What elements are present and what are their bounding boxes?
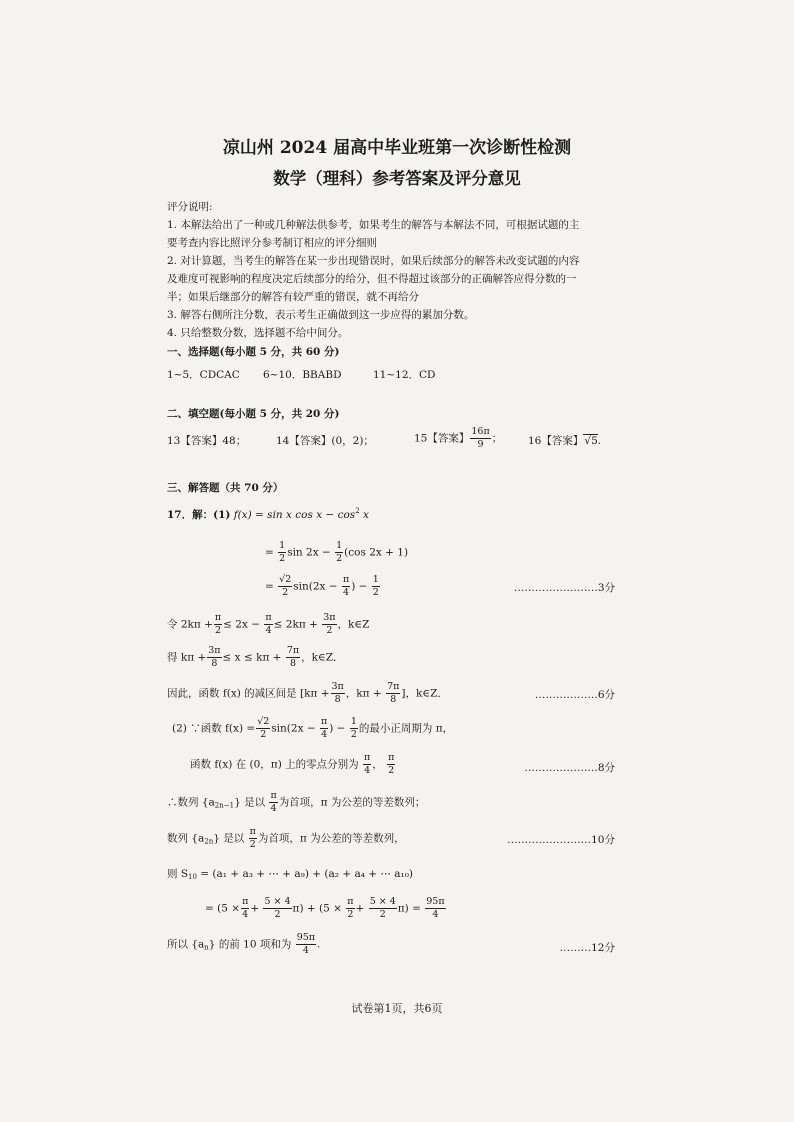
answer-13: 13【答案】48； [167, 435, 247, 447]
score-8: …………………8分 [524, 762, 615, 774]
note-2b: 及难度可视影响的程度决定后续部分的给分，但不得超过该部分的正确解答应得分数的一 [167, 273, 577, 285]
note-4: 4. 只给整数分数，选择题不给中间分。 [167, 327, 349, 339]
p17-line-fx: 17．解：(1) f(x) = sin x $\cos x - \cos^2 x$ [167, 507, 369, 521]
p17-final-answer: 所以 $\{a_n\}$ 的前 10 项和为 $\frac{95\pi}{4}$ . [167, 932, 321, 956]
p17-seq-odd: ∴数列 $\{a_{2n-1}\}$ 是以 $\frac{\pi}{4}$ 为首项，π 为公差的等差数列； [167, 790, 426, 814]
answer-16: 16【答案】√5. [528, 435, 602, 447]
p17-inequality: 令 2kπ + $\frac{\pi}{2}$ ≤ 2x − $\frac{\pi}{4}$ ≤ 2kπ + $\frac{3\pi}{2}$ ，k∈Z [167, 612, 370, 636]
note-1a: 1. 本解法给出了一种或几种解法供参考，如果考生的解答与本解法不同，可根据试题的主 [167, 219, 580, 231]
p17-seq-even: 数列 $\{a_{2n}\}$ 是以 $\frac{\pi}{2}$ 为首项，π 为公差的等差数列， [167, 826, 405, 850]
doc-subtitle: 数学（理科）参考答案及评分意见 [273, 169, 521, 188]
note-1b: 要考查内容比照评分参考制订相应的评分细则 [167, 237, 377, 249]
note-2c: 半；如果后继部分的解答有较严重的错误，就不再给分 [167, 291, 419, 303]
p17-step-1: = $\frac{1}{2}$ sin 2x − $\frac{1}{2}$ (cos 2x + 1) [265, 540, 409, 564]
sec3-heading: 三、解答题（共 70 分） [167, 482, 284, 494]
p17-part2-period: (2) ∵函数 f(x) = $\frac{√2}{2}$ sin(2x − $\frac{\pi}{4}$ ) − $\frac{1}{2}$ 的最小正周期为 π， [172, 716, 454, 740]
score-6: ………………6分 [534, 689, 615, 701]
p17-sum-calc: = (5 × $\frac{\pi}{4}$ + $\frac{5 \times 4}{2}$ π) + (5 × $\frac{\pi}{2}$ + $\frac{5 \times 4}{2}$ π) = $\frac{95\pi}{4}$ [205, 896, 445, 920]
sec1-heading: 一、选择题(每小题 5 分，共 60 分) [167, 346, 340, 358]
note-2a: 2. 对计算题，当考生的解答在某一步出现错误时，如果后续部分的解答未改变试题的内容 [167, 255, 580, 267]
score-10: ……………………10分 [507, 834, 615, 846]
sec1-answers-1-5: 1~5．CDCAC [167, 369, 240, 381]
p17-step-2: = $\frac{√2}{2}$ sin(2x − $\frac{\pi}{4}$ ) − $\frac{1}{2}$ [265, 574, 379, 598]
note-3: 3. 解答右侧所注分数，表示考生正确做到这一步应得的累加分数。 [167, 309, 475, 321]
sec2-heading: 二、填空题(每小题 5 分，共 20 分) [167, 408, 340, 420]
score-12: ………12分 [559, 942, 615, 954]
p17-sum-split: 则 $S_{10} = (a_1 + a_3$ + ⋯ + a₉) + (a₂ + a₄ + ⋯ a₁₀) [167, 868, 414, 881]
sec1-answers-11-12: 11~12．CD [373, 369, 436, 381]
page-footer: 试卷第1页，共6页 [351, 1002, 443, 1015]
answer-14: 14【答案】(0，2)； [276, 435, 374, 447]
doc-title: 凉山州 2024 届高中毕业班第一次诊断性检测 [222, 138, 572, 158]
p17-decreasing-interval: 因此，函数 f(x) 的减区间是 [kπ + $\frac{3\pi}{8}$ ，kπ + $\frac{7\pi}{8}$ ]，k∈Z． [167, 681, 448, 705]
score-3: ……………………3分 [513, 582, 615, 594]
p17-zeros: 函数 f(x) 在 (0，π) 上的零点分别为 $\frac{\pi}{4}$ ， $\frac{\pi}{2}$ [190, 752, 395, 776]
answer-15: 15【答案】 $\frac{16\pi}{9}$ ； [414, 426, 503, 450]
p17-solution-range: 得 kπ + $\frac{3\pi}{8}$ ≤ x ≤ kπ + $\frac{7\pi}{8}$ ，k∈Z． [167, 645, 344, 669]
sec1-answers-6-10: 6~10．BBABD [263, 369, 342, 381]
notes-heading: 评分说明: [167, 201, 213, 213]
